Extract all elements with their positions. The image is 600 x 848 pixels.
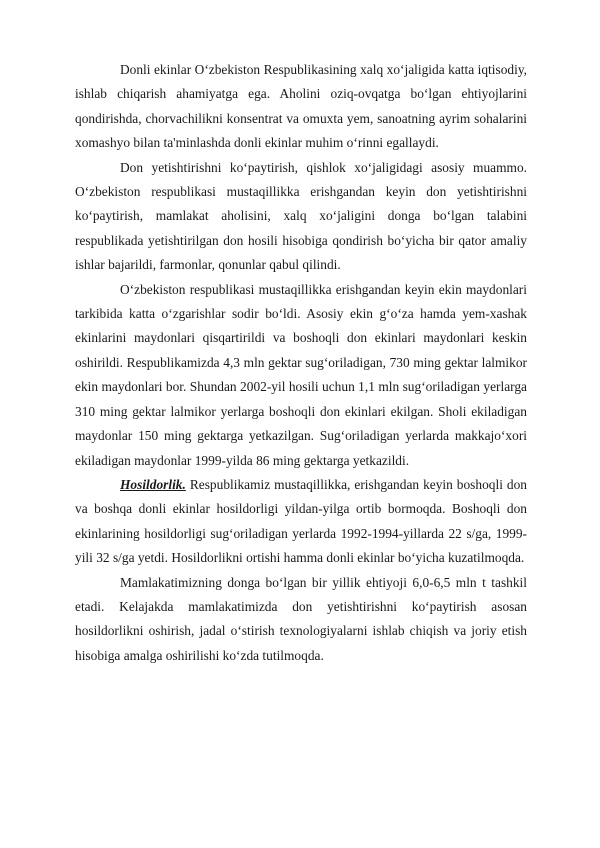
paragraph-3: O‘zbekiston respublikasi mustaqillikka erishgandan keyin ekin maydonlari tarkibida katta o‘zgarishlar sodir bo‘ldi. Asosiy ekin g‘o‘za hamda yem-xashak ekinlarini maydonlari qisqartirildi va boshoqli don ekinlari maydonlari keskin oshirildi. Respublikamizda 4,3 mln gektar sug‘oriladigan, 730 ming gektar lalmikor ekin maydonlari bor. Shundan 2002-yil hosili uchun 1,1 mln sug‘oriladigan yerlarga 310 ming gektar lalmikor yerlarga boshoqli don ekinlari ekilgan. Sholi ekiladigan maydonlar 150 ming gektarga yetkazilgan. Sug‘oriladigan yerlarda makkajo‘xori ekiladigan maydonlar 1999-yilda 86 ming gektarga yetkazildi. [75,281,527,468]
section-heading-hosildorlik: Hosildorlik. [120,476,186,492]
paragraph-2: Don yetishtirishni ko‘paytirish, qishlok xo‘jaligidagi asosiy muammo. O‘zbekiston respublikasi mustaqillikka erishgandan keyin don yetishtirishni ko‘paytirish, mamlakat aholisini, xalq xo‘jaligini donga bo‘lgan talabini respublikada yetishtirilgan don hosili hisobiga qondirish bo‘yicha bir qator amaliy ishlar bajarildi, farmonlar, qonunlar qabul qilindi. [75,159,527,273]
paragraph-1: Donli ekinlar O‘zbekiston Respublikasining xalq xo‘jaligida katta iqtisodiy, ishlab chiqarish ahamiyatga ega. Aholini oziq-ovqatga bo‘lgan ehtiyojlarini qondirishda, chorvachilikni konsentrat va omuxta yem, sanoatning ayrim sohalarini xomashyo bilan ta'minlashda donli ekinlar muhim o‘rinni egallaydi. [75,62,527,151]
paragraph-4 [75,473,527,571]
paragraph-5: Mamlakatimizning donga bo‘lgan bir yillik ehtiyoji 6,0-6,5 mln t tashkil etadi. Kelajakda mamlakatimizda don yetishtirishni ko‘paytirish asosan hosildorlikni oshirish, jadal o‘stirish texnologiyalarni ishlab chiqish va joriy etish hisobiga amalga oshirilishi ko‘zda tutilmoqda. [75,574,527,663]
paragraph-4-body: Respublikamiz mustaqillikka, erishgandan keyin boshoqli don va boshqa donli ekinlar hosildorligi yildan-yilga ortib bormoqda. Boshoqli don ekinlarining hosildorligi sug‘oriladigan yerlarda 1992-1994-yillarda 22 s/ga, 1999-yili 32 s/ga yetdi. Hosildorlikni ortishi hamma donli ekinlar bo‘yicha kuzatilmoqda. [75,476,527,566]
document-page [75,58,527,668]
